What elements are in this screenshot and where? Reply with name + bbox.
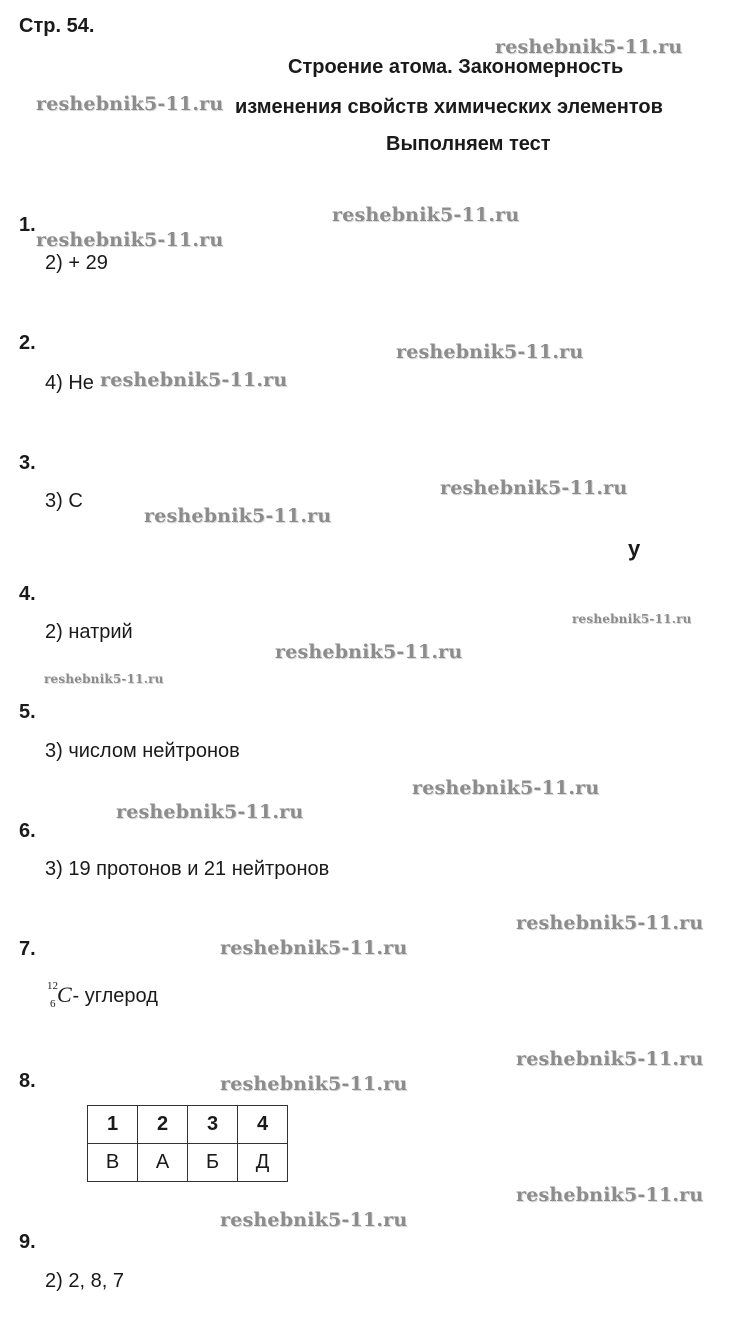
watermark: reshebnik5-11.ru — [332, 204, 520, 226]
watermark: reshebnik5-11.ru — [495, 36, 683, 58]
answer-text: 2) 2, 8, 7 — [45, 1270, 124, 1292]
table-cell: Б — [188, 1144, 238, 1182]
watermark: reshebnik5-11.ru — [36, 93, 224, 115]
answer-text: 2) натрий — [45, 621, 133, 643]
mass-number: 12 — [47, 980, 58, 992]
table-header-row — [88, 1106, 288, 1144]
answer-text: 3) С — [45, 490, 83, 512]
watermark: reshebnik5-11.ru — [220, 1073, 408, 1095]
answer-text: 3) числом нейтронов — [45, 740, 240, 762]
watermark: reshebnik5-11.ru — [440, 477, 628, 499]
table-cell: Д — [238, 1144, 288, 1182]
question-number: 4. — [19, 583, 36, 605]
table-header-cell: 1 — [88, 1106, 138, 1144]
isotope-notation — [45, 980, 72, 1010]
title-line-2: изменения свойств химических элементов — [235, 96, 663, 118]
answer-text: 3) 19 протонов и 21 нейтронов — [45, 858, 330, 880]
table-header-cell: 3 — [188, 1106, 238, 1144]
stray-glyph: у — [628, 536, 641, 561]
question-number: 7. — [19, 938, 36, 960]
question-number: 3. — [19, 452, 36, 474]
page-number: Стр. 54. — [19, 15, 95, 37]
answer-text: - углерод — [67, 985, 158, 1007]
watermark: reshebnik5-11.ru — [44, 672, 164, 686]
watermark: reshebnik5-11.ru — [116, 801, 304, 823]
watermark: reshebnik5-11.ru — [275, 641, 463, 663]
table-cell: А — [138, 1144, 188, 1182]
atomic-number: 6 — [50, 998, 56, 1010]
watermark: reshebnik5-11.ru — [516, 1048, 704, 1070]
watermark: reshebnik5-11.ru — [220, 1209, 408, 1231]
table-cell: В — [88, 1144, 138, 1182]
watermark: reshebnik5-11.ru — [412, 777, 600, 799]
watermark: reshebnik5-11.ru — [396, 341, 584, 363]
watermark: reshebnik5-11.ru — [100, 369, 288, 391]
answer-isotope — [45, 980, 158, 1010]
title-line-1: Строение атома. Закономерность — [288, 56, 624, 78]
table-row — [88, 1144, 288, 1182]
watermark: reshebnik5-11.ru — [36, 229, 224, 251]
watermark: reshebnik5-11.ru — [516, 1184, 704, 1206]
question-number: 9. — [19, 1231, 36, 1253]
table-header-cell: 2 — [138, 1106, 188, 1144]
question-number: 6. — [19, 820, 36, 842]
question-number: 2. — [19, 332, 36, 354]
watermark: reshebnik5-11.ru — [144, 505, 332, 527]
watermark: reshebnik5-11.ru — [572, 612, 692, 626]
element-symbol: C — [57, 982, 72, 1007]
question-number: 5. — [19, 701, 36, 723]
title-line-3: Выполняем тест — [386, 133, 551, 155]
answer-table — [87, 1105, 288, 1182]
table-header-cell: 4 — [238, 1106, 288, 1144]
watermark: reshebnik5-11.ru — [516, 912, 704, 934]
answer-text: 4) He — [45, 372, 94, 394]
question-number: 8. — [19, 1070, 36, 1092]
watermark: reshebnik5-11.ru — [220, 937, 408, 959]
answer-text: 2) + 29 — [45, 252, 108, 274]
question-number: 1. — [19, 214, 36, 236]
